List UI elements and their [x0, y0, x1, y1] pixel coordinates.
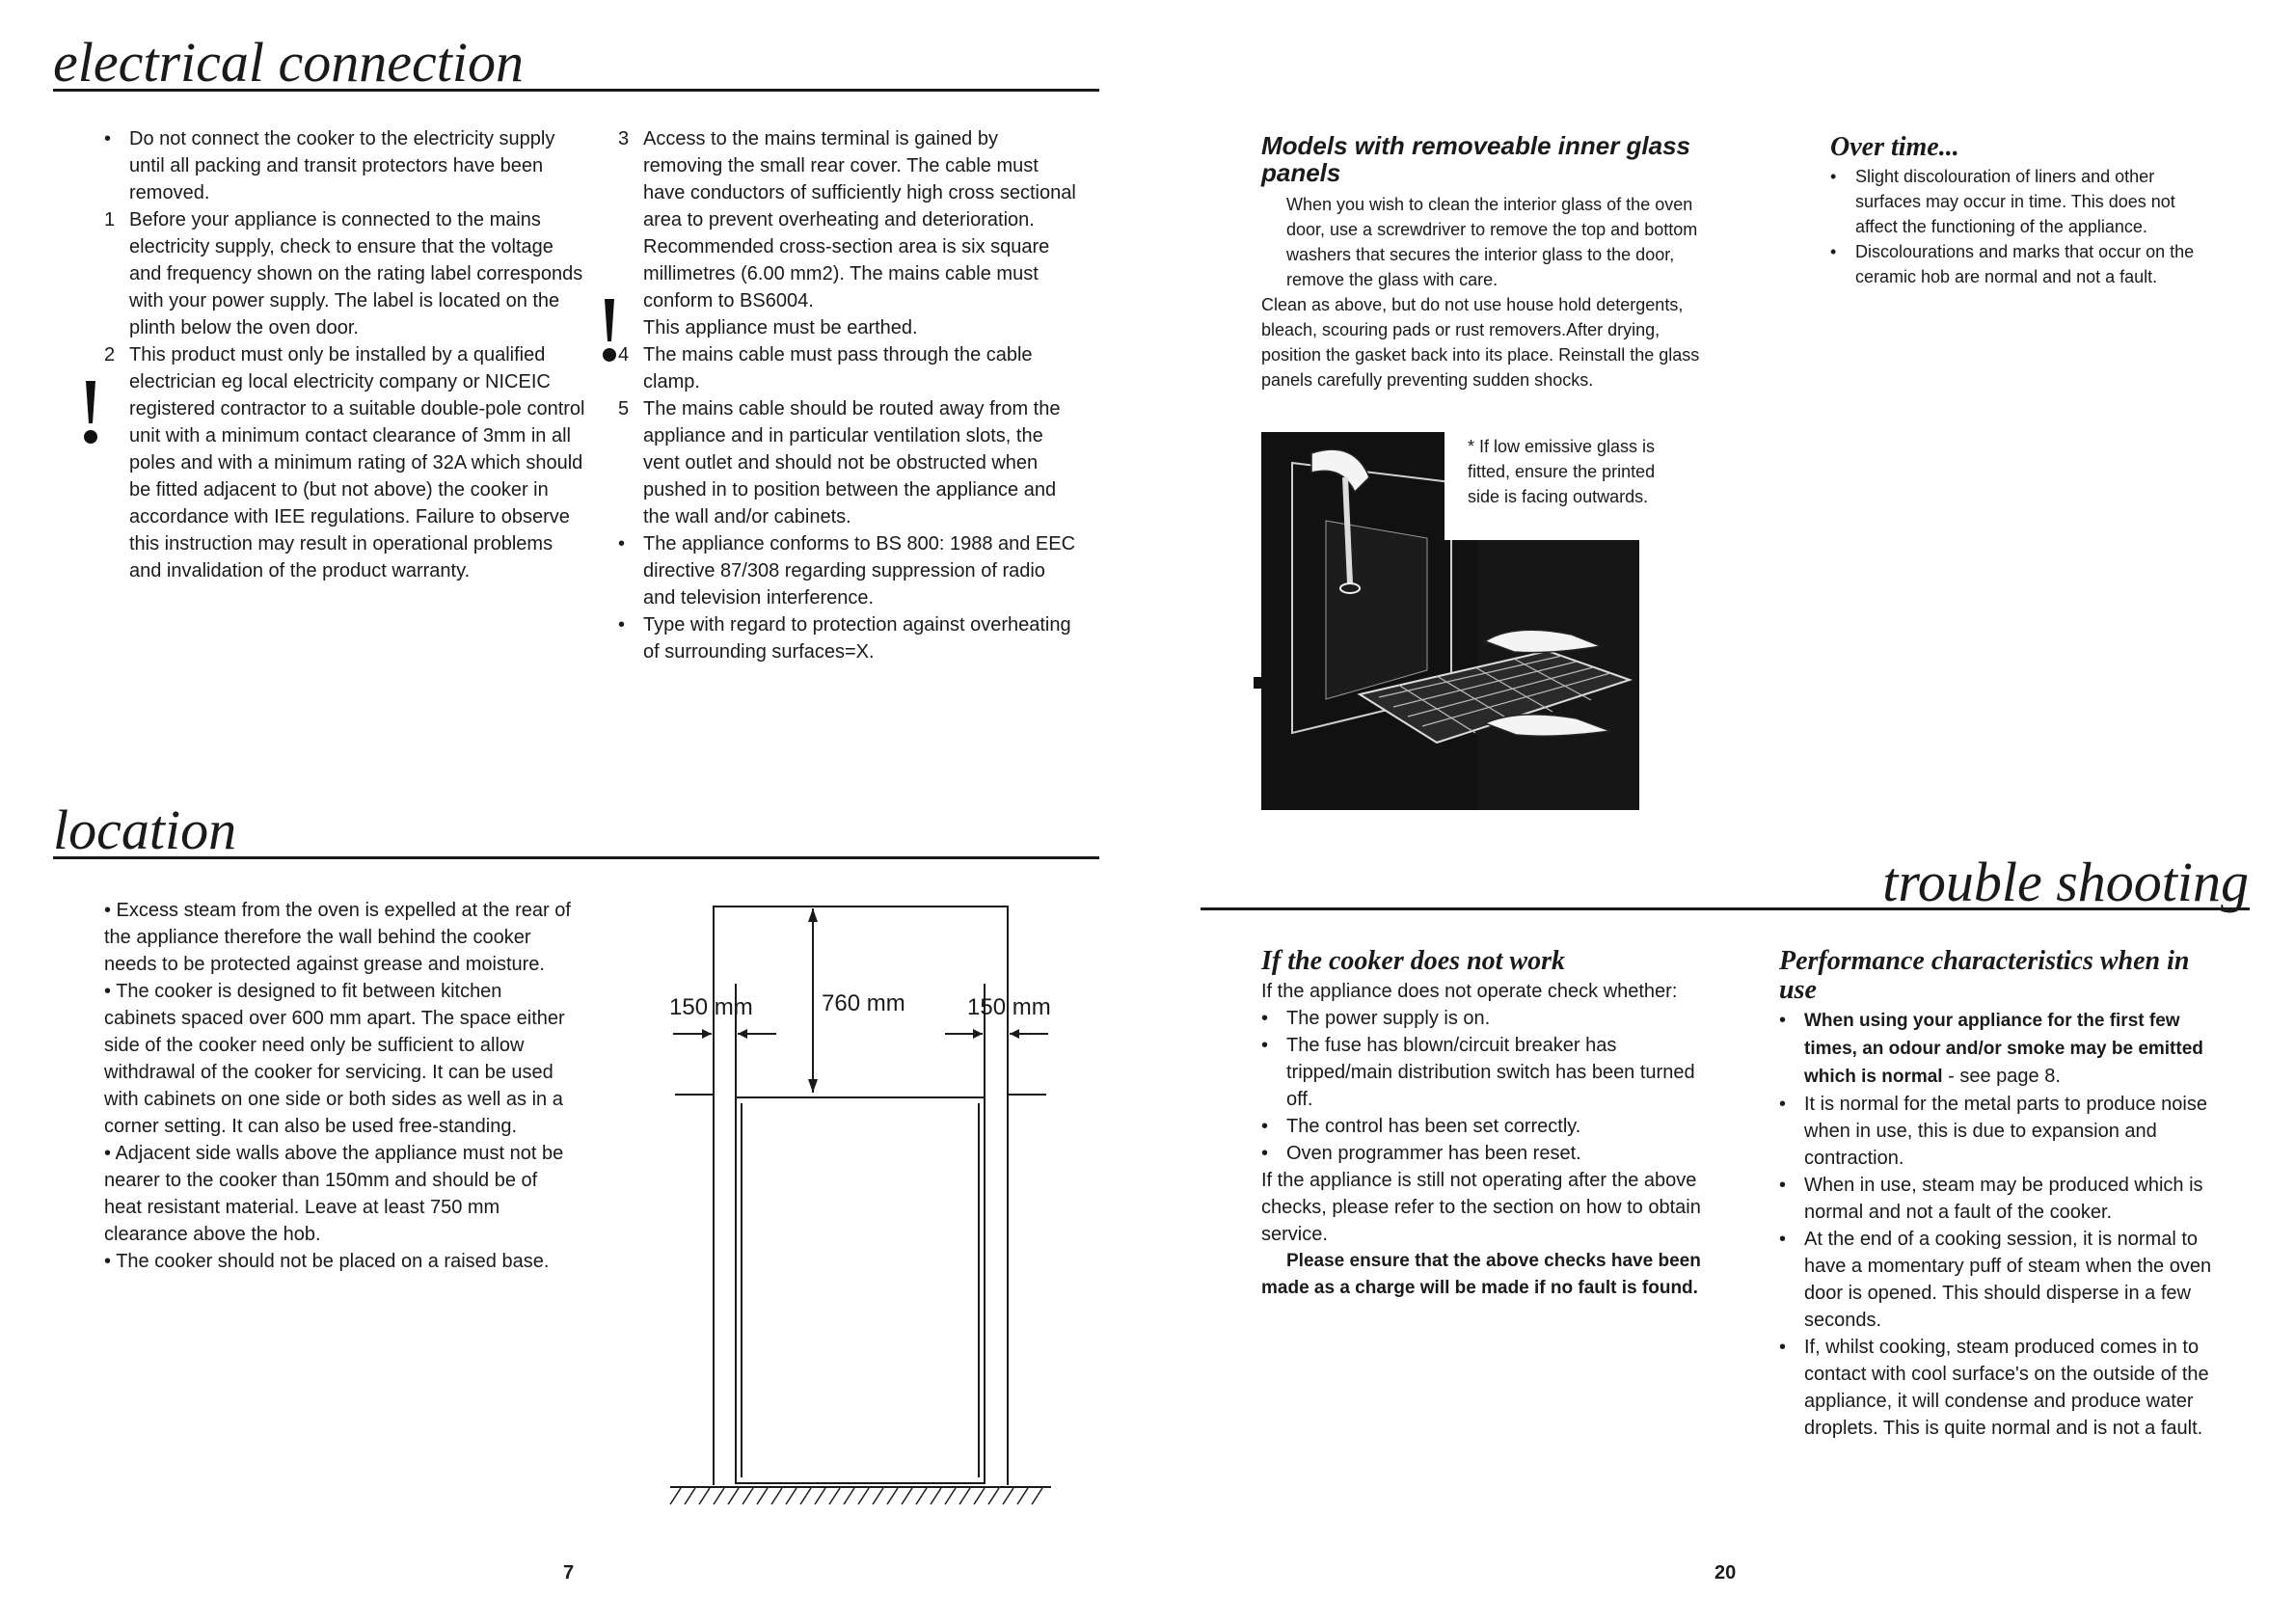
not-work-section — [1261, 947, 1705, 1302]
cooker-clearance-diagram — [656, 887, 1061, 1504]
page-number: 20 — [1714, 1562, 1737, 1583]
over-time-list — [1830, 164, 2197, 289]
list-item: • When using your appliance for the first few times, an odour and/or smoke may be emitted which is normal - see page 8. — [1779, 1010, 2203, 1087]
trouble-shooting-heading: trouble shooting — [1882, 851, 2249, 913]
performance-list — [1779, 1007, 2223, 1442]
location-paragraph: • The cooker is designed to fit between kitchen cabinets spaced over 600 mm apart. The space either side of the cooker need only be sufficient to allow withdrawal of the cooker for servicing. It can be used with cabinets on one side or both sides as well as in a corner setting. It can also be used free-standing. — [104, 981, 565, 1137]
heading-rule — [1201, 907, 2250, 910]
electrical-connection-heading: electrical connection — [53, 31, 524, 94]
list-item: 5 The mains cable should be routed away from the appliance and in particular ventilation slots, the vent outlet and should not be obstructed when pushed in to position between the appliance and the wall and/or cabinets. — [618, 398, 1061, 528]
heading-rule — [53, 856, 1099, 859]
heading-rule — [53, 89, 1099, 92]
electrical-column-1 — [104, 125, 586, 584]
glass-panels-title: Models with removeable inner glass panels — [1261, 131, 1691, 187]
list-item: • Do not connect the cooker to the electricity supply until all packing and transit protectors have been removed. — [104, 128, 555, 203]
list-item: • The control has been set correctly. — [1261, 1116, 1581, 1137]
list-item: • It is normal for the metal parts to produce noise when in use, this is due to expansion and contraction. — [1779, 1094, 2207, 1169]
over-time-title: Over time... — [1830, 132, 1959, 162]
over-time-section — [1830, 133, 2197, 289]
list-item: • Discolourations and marks that occur on the ceramic hob are normal and not a fault. — [1830, 242, 2195, 286]
page-number: 7 — [563, 1562, 575, 1583]
not-work-after: If the appliance is still not operating after the above checks, please refer to the section on how to obtain service. — [1261, 1170, 1701, 1245]
list-item: • If, whilst cooking, steam produced comes in to contact with cool surface's on the outside of the appliance, it will condense and produce water droplets. This is quite normal and is not a fault. — [1779, 1337, 2209, 1439]
left-clearance-label: 150 mm — [669, 994, 753, 1020]
performance-title: Performance characteristics when in use — [1779, 946, 2190, 1005]
height-clearance-label: 760 mm — [822, 990, 905, 1016]
location-paragraph: • The cooker should not be placed on a raised base. — [104, 1251, 550, 1272]
location-paragraph: • Excess steam from the oven is expelled at the rear of the appliance therefore the wall behind the cooker needs to be protected against grease and moisture. — [104, 900, 571, 975]
not-work-title: If the cooker does not work — [1261, 946, 1565, 976]
performance-section — [1779, 947, 2223, 1442]
list-item: • When in use, steam may be produced which is normal and not a fault of the cooker. — [1779, 1175, 2203, 1223]
exclamation-warning-icon — [81, 381, 100, 448]
location-heading: location — [53, 798, 237, 861]
list-item: • The appliance conforms to BS 800: 1988 and EEC directive 87/308 regarding suppression of radio and television interference. — [618, 533, 1076, 609]
list-item: 3 Access to the mains terminal is gained by removing the small rear cover. The cable must have conductors of sufficiently high cross sectional area to prevent overheating and deterioration. — [618, 128, 1076, 230]
list-item: 2 This product must only be installed by a qualified electrician eg local electricity company or NICEIC registered contractor to a suitable double-pole control unit with a minimum contact clearance of 3mm in all poles and with a minimum rating of 32A which should be fitted adjacent to (but not above) the cooker in accordance with IEE regulations. Failure to observe this instruction may result in operational problems and invalidation of the product warranty. — [104, 344, 585, 582]
not-work-text — [1261, 978, 1705, 1302]
glass-panels-section — [1261, 132, 1705, 392]
list-item: • Slight discolouration of liners and other surfaces may occur in time. This does not affect the functioning of the appliance. — [1830, 167, 2175, 236]
electrical-column-2 — [618, 125, 1081, 665]
list-item: • The power supply is on. — [1261, 1008, 1491, 1029]
location-text — [104, 897, 577, 1275]
list-item: • Oven programmer has been reset. — [1261, 1143, 1581, 1164]
list-item: 4 The mains cable must pass through the cable clamp. — [618, 344, 1033, 392]
not-work-warning: Please ensure that the above checks have been made as a charge will be made if no fault is found. — [1261, 1251, 1701, 1298]
list-item: • Type with regard to protection against overheating of surrounding surfaces=X. — [618, 614, 1071, 663]
right-clearance-label: 150 mm — [967, 994, 1051, 1020]
not-work-intro: If the appliance does not operate check whether: — [1261, 981, 1678, 1002]
list-item: 1 Before your appliance is connected to the mains electricity supply, check to ensure that the voltage and frequency shown on the rating label corresponds with your power supply. The label is located on the plinth below the oven door. — [104, 209, 583, 338]
list-item: • The fuse has blown/circuit breaker has tripped/main distribution switch has been turned off. — [1261, 1035, 1695, 1110]
list-item: Recommended cross-section area is six square millimetres (6.00 mm2). The mains cable must conform to BS6004. — [643, 236, 1050, 311]
exclamation-warning-icon — [600, 299, 619, 366]
list-item: • At the end of a cooking session, it is normal to have a momentary puff of steam when the oven door is opened. This should disperse in a few seconds. — [1779, 1229, 2212, 1331]
glass-note: * If low emissive glass is fitted, ensure the printed side is facing outwards. — [1468, 437, 1656, 506]
location-paragraph: • Adjacent side walls above the appliance must not be nearer to the cooker than 150mm and should be of heat resistant material. Leave at least 750 mm clearance above the hob. — [104, 1143, 564, 1245]
list-item: This appliance must be earthed. — [643, 317, 918, 338]
glass-panels-text: Clean as above, but do not use house hold detergents, bleach, scouring pads or rust removers.After drying, position the gasket back into its place. Reinstall the glass panels carefully preventing sudden shocks. — [1261, 295, 1700, 390]
glass-panels-text: When you wish to clean the interior glass of the oven door, use a screwdriver to remove the top and bottom washers that secures the interior glass to the door, remove the glass with care. — [1286, 195, 1698, 289]
